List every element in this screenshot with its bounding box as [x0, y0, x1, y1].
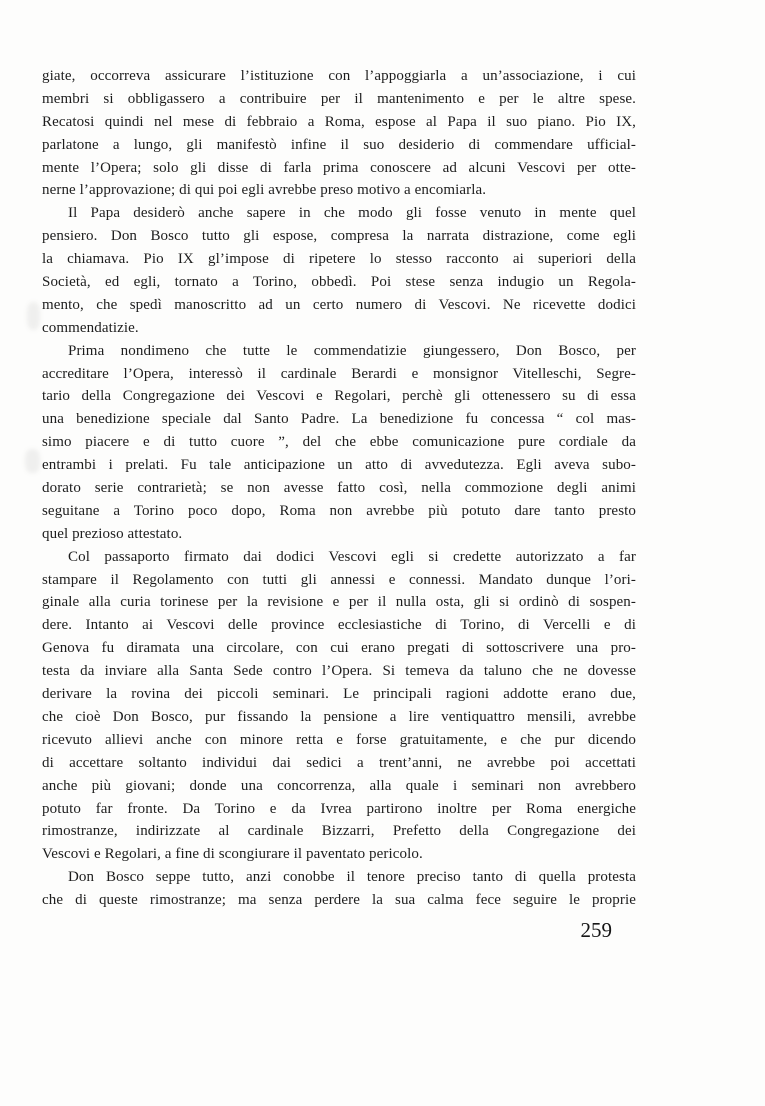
- text-line: mento, che spedì manoscritto ad un certo numero di Vescovi. Ne ricevette dodici: [42, 296, 636, 313]
- paragraph: [42, 546, 636, 866]
- text-line: che cioè Don Bosco, pur fissando la pensione a lire ventiquattro mensili, avrebbe: [42, 708, 636, 725]
- text-line: Società, ed egli, tornato a Torino, obbedì. Poi stese senza indugio un Regola-: [42, 274, 636, 291]
- text-line: simo piacere e di tutto cuore ”, del che ebbe comunicazione pure cordiale da: [42, 434, 636, 451]
- text-line: nerne l’approvazione; di qui poi egli avrebbe preso motivo a encomiarla.: [42, 182, 487, 199]
- text-line: una benedizione speciale dal Santo Padre. La benedizione fu concessa “ col mas-: [42, 411, 636, 428]
- text-line: entrambi i prelati. Fu tale anticipazione un atto di avvedutezza. Egli aveva subo-: [42, 457, 636, 474]
- text-line: rimostranze, indirizzate al cardinale Bizzarri, Prefetto della Congregazione dei: [42, 823, 636, 840]
- text-line: mente l’Opera; solo gli disse di farla prima conoscere ad alcuni Vescovi per otte-: [42, 159, 636, 176]
- text-line: Prima nondimeno che tutte le commendatizie giungessero, Don Bosco, per: [68, 342, 636, 359]
- paragraph: [42, 866, 636, 912]
- text-line: testa da inviare alla Santa Sede contro l’Opera. Si temeva da taluno che ne dovesse: [42, 663, 636, 680]
- text-block: [42, 65, 636, 912]
- text-line: anche più giovani; donde una concorrenza, alla quale i seminari non avrebbero: [42, 777, 636, 794]
- scan-smudge: [27, 302, 40, 330]
- paragraph: [42, 65, 636, 202]
- text-line: la chiamava. Pio IX gl’impose di ripetere lo stesso racconto ai superiori della: [42, 251, 636, 268]
- text-line: dorato serie contrarietà; se non avesse fatto così, nella commozione degli animi: [42, 480, 636, 497]
- text-line: potuto far fronte. Da Torino e da Ivrea partirono inoltre per Roma energiche: [42, 800, 636, 817]
- text-line: che di queste rimostranze; ma senza perdere la sua calma fece seguire le proprie: [42, 892, 636, 909]
- text-line: stampare il Regolamento con tutti gli annessi e connessi. Mandato dunque l’ori-: [42, 571, 636, 588]
- text-line: quel prezioso attestato.: [42, 525, 183, 542]
- text-line: membri si obbligassero a contribuire per il mantenimento e per le altre spese.: [42, 90, 636, 107]
- text-line: Recatosi quindi nel mese di febbraio a Roma, espose al Papa il suo piano. Pio IX,: [42, 113, 636, 130]
- text-line: derivare la rovina dei piccoli seminari. Le principali ragioni addotte erano due,: [42, 686, 636, 703]
- text-line: ginale alla curia torinese per la revisione e per il nulla osta, gli si ordinò di sospen-: [42, 594, 636, 611]
- text-line: ricevuto allievi anche con minore retta e forse gratuitamente, e che pur dicendo: [42, 731, 636, 748]
- text-line: Genova fu diramata una circolare, con cui erano pregati di sottoscrivere una pro-: [42, 640, 636, 657]
- text-line: tario della Congregazione dei Vescovi e Regolari, perchè gli ottenessero su di essa: [42, 388, 636, 405]
- text-line: Don Bosco seppe tutto, anzi conobbe il tenore preciso tanto di quella protesta: [68, 869, 636, 886]
- page-number: 259: [580, 918, 612, 942]
- text-line: Col passaporto firmato dai dodici Vescovi egli si credette autorizzato a far: [68, 548, 636, 565]
- text-line: parlatone a lungo, gli manifestò infine il suo desiderio di commendare ufficial-: [42, 136, 636, 153]
- text-line: dere. Intanto ai Vescovi delle province ecclesiastiche di Torino, di Vercelli e di: [42, 617, 636, 634]
- text-line: giate, occorreva assicurare l’istituzione con l’appoggiarla a un’associazione, i cui: [42, 68, 636, 84]
- text-line: accreditare l’Opera, interessò il cardinale Berardi e monsignor Vitelleschi, Segre-: [42, 365, 636, 382]
- text-line: Il Papa desiderò anche sapere in che modo gli fosse venuto in mente quel: [68, 205, 636, 222]
- text-line: seguitane a Torino poco dopo, Roma non avrebbe più potuto dare tanto presto: [42, 502, 636, 519]
- paragraph: [42, 340, 636, 546]
- text-line: commendatizie.: [42, 319, 139, 336]
- scan-smudge: [25, 449, 40, 473]
- text-line: di accettare soltanto individui dai sedici a trent’anni, ne avrebbe poi accettati: [42, 754, 636, 771]
- paragraph: [42, 202, 636, 339]
- text-line: pensiero. Don Bosco tutto gli espose, compresa la narrata distrazione, come egli: [42, 228, 636, 245]
- text-line: Vescovi e Regolari, a fine di scongiurare il paventato pericolo.: [42, 846, 423, 863]
